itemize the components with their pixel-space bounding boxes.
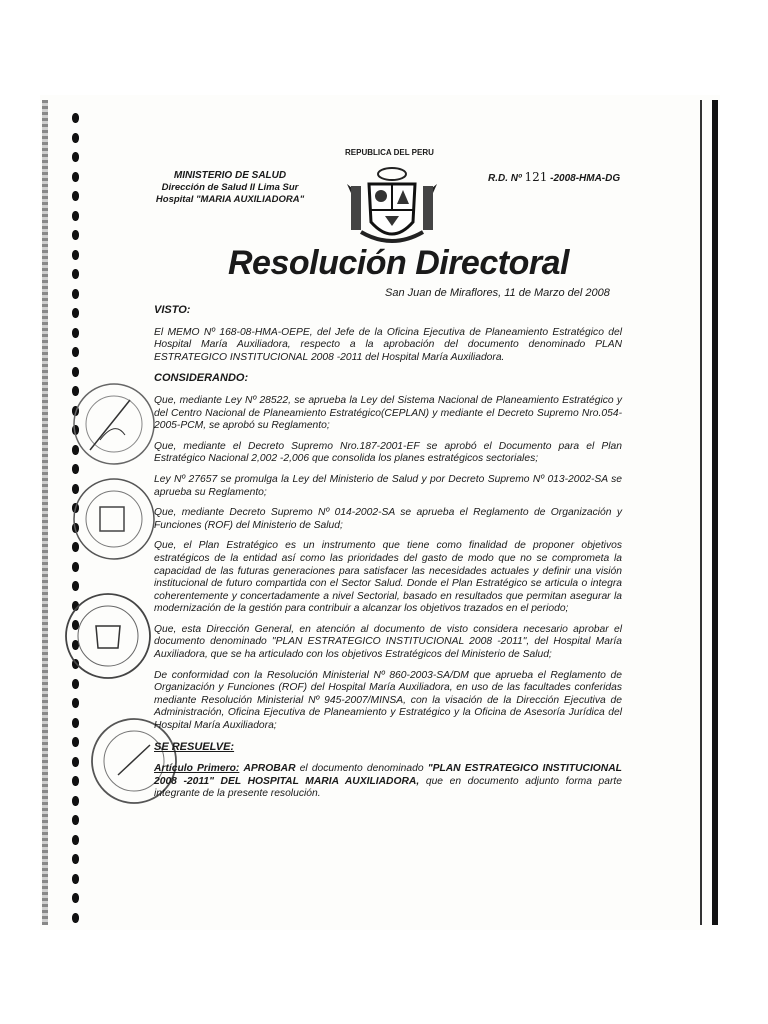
binding-hole [72,815,79,825]
stamp-seal-icon [70,475,158,563]
binding-hole [72,913,79,923]
hospital-name: Hospital "MARIA AUXILIADORA" [155,194,305,205]
considerando-paragraph: De conformidad con la Resolución Ministerial Nº 860-2003-SA/DM que aprueba el Reglamento de Organización y Funciones (ROF) del Hospital María Auxiliadora, en uso de las facultades conferidas mediante Resolución Ministerial Nº 945-2007/MINSA, con la visación de la Dirección Ejecutiva de Administración, Oficina Ejecutiva de Planeamiento y Estratégico y la Oficina de Asesoría Jurídica del Hospital María Auxiliadora; [154,669,622,732]
visto-heading: VISTO: [154,304,191,316]
binding-hole [72,718,79,728]
stamp-seal-icon [62,590,154,682]
direction-name: Dirección de Salud II Lima Sur [161,182,299,193]
binding-hole [72,347,79,357]
ministry-name: MINISTERIO DE SALUD [173,170,287,181]
article-mid: el documento denominado [299,763,424,775]
scan-border-bar [712,100,718,925]
rd-prefix: R.D. Nº [488,173,522,184]
binding-holes [40,95,70,930]
binding-hole [72,562,79,572]
binding-hole [72,250,79,260]
binding-hole [72,854,79,864]
binding-hole [72,874,79,884]
binding-hole [72,776,79,786]
document-title: Resolución Directoral [228,244,569,282]
binding-hole [72,230,79,240]
considerando-paragraph: Que, mediante el Decreto Supremo Nro.187-2001-EF se aprobó el Documento para el Plan Estratégico Nacional 2,002 -2,006 que consolida los planes estratégicos sectoriales; [154,440,622,465]
resolution-number [488,170,620,184]
rd-handwritten-number: 121 [524,170,548,184]
binding-hole [72,191,79,201]
republica-label: REPUBLICA DEL PERU [345,148,434,157]
document-date: San Juan de Miraflores, 11 de Marzo del 2008 [385,287,610,299]
binding-hole [72,289,79,299]
binding-hole [72,698,79,708]
se-resuelve-heading: SE RESUELVE: [154,740,235,753]
article-end: que en documento adjunto forma parte integrante de la presente resolución. [154,775,622,800]
stamp-seal-icon [70,380,158,468]
binding-hole [72,152,79,162]
binding-hole [72,737,79,747]
article-verb: APROBAR [243,763,296,775]
binding-hole [72,211,79,221]
binding-hole [72,796,79,806]
binding-hole [72,269,79,279]
considerando-heading: CONSIDERANDO: [154,372,249,385]
article-first [154,763,622,801]
considerando-paragraph: Que, mediante Ley Nº 28522, se aprueba la Ley del Sistema Nacional de Planeamiento Estratégico y del Centro Nacional de Planeamiento Estratégico(CEPLAN) y mediante el Decreto Supremo Nro.054-2005-PCM, se aprobó su Reglamento; [154,394,622,432]
article-document-name: "PLAN ESTRATEGICO INSTITUCIONAL 2008 -2011" DEL HOSPITAL MARIA AUXILIADORA, [154,763,622,787]
binding-hole [72,367,79,377]
ministry-header [140,170,320,206]
considerando-paragraph: Que, esta Dirección General, en atención al documento de visto considera necesario aprobar el documento denominado "PLAN ESTRATEGICO INSTITUCIONAL 2008 -2011", del Hospital María Auxiliadora, que se ha articulado con los objetivos Estratégicos del Ministerio de Salud; [154,623,622,661]
national-coat-of-arms-icon [347,162,437,252]
considerando-paragraph: Que, mediante Decreto Supremo Nº 014-2002-SA se aprueba el Reglamento de Organización y Funciones (ROF) del Ministerio de Salud; [154,507,622,531]
article-label: Artículo Primero: [154,763,240,775]
document-body [154,300,622,809]
considerando-paragraph: Ley Nº 27657 se promulga la Ley del Ministerio de Salud y por Decreto Supremo Nº 013-2002-SA se aprueba su Reglamento; [154,473,622,498]
considerando-paragraph: Que, el Plan Estratégico es un instrumento que tiene como finalidad de proponer objetivos estratégicos de la entidad así como las prioridades del gasto de modo que no se comprometa la capacidad de las futuras generaciones para satisfacer las necesidades actuales y definir una visión institucional de futuro compartida con el Sector Salud. Donde el Plan Estratégico se articula o integra coherentemente y concertadamente a nivel Sectorial, basado en resultados que permitan asegurar la modernización de la gestión para contribuir a alcanzar los objetivos trazados en el periodo; [154,540,622,615]
binding-hole [72,835,79,845]
binding-hole [72,308,79,318]
binding-hole [72,172,79,182]
visto-text: El MEMO Nº 168-08-HMA-OEPE, del Jefe de la Oficina Ejecutiva de Planeamiento Estratégico del Hospital María Auxiliadora, respecto a la aprobación del documento denominado PLAN ESTRATEGICO INSTITUCIONAL 2008 -2011 del Hospital María Auxiliadora. [154,326,622,363]
binding-hole [72,893,79,903]
binding-hole [72,757,79,767]
binding-hole [72,133,79,143]
binding-hole [72,113,79,123]
scan-border-line [700,100,702,925]
binding-hole [72,328,79,338]
rd-suffix: -2008-HMA-DG [550,173,621,184]
